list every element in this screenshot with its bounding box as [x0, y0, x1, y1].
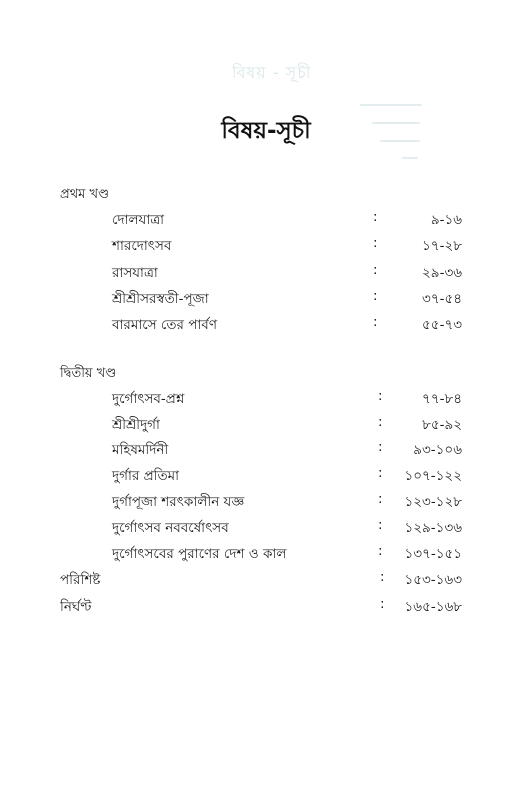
entry-title: শারদোৎসব — [112, 238, 172, 254]
entry-pages: ৯৩-১০৬ — [413, 442, 462, 458]
toc-entry — [0, 465, 532, 489]
entry-separator: : — [378, 543, 383, 559]
entry-title: দুর্গোৎসব নববর্ষোৎসব — [112, 520, 229, 536]
toc-entry — [0, 543, 532, 567]
entry-separator: : — [373, 235, 378, 251]
show-through-line — [402, 157, 418, 159]
entry-title: দুর্গার প্রতিমা — [112, 468, 180, 484]
entry-title: দুর্গোৎসব-প্রশ্ন — [112, 391, 185, 407]
toc-entry — [0, 491, 532, 515]
section-heading: প্রথম খণ্ড — [60, 187, 110, 202]
entry-title: মহিষমর্দিনী — [112, 442, 169, 458]
entry-title: শ্রীশ্রীসরস্বতী-পূজা — [112, 291, 209, 307]
show-through-title: বিষয় - সূচী — [232, 63, 312, 82]
entry-title: নির্ঘণ্ট — [60, 599, 92, 615]
entry-pages: ১৭-২৮ — [422, 238, 462, 254]
entry-title: দুর্গাপূজা শরৎকালীন যজ্ঞ — [112, 494, 245, 510]
entry-separator: : — [373, 288, 378, 304]
entry-separator: : — [378, 388, 383, 404]
toc-entry — [0, 288, 532, 312]
entry-title: বারমাসে তের পার্বণ — [112, 317, 217, 333]
toc-entry — [0, 388, 532, 412]
entry-separator: : — [373, 209, 378, 225]
entry-pages: ৯-১৬ — [430, 212, 462, 228]
entry-separator: : — [380, 569, 385, 585]
toc-entry — [0, 314, 532, 338]
entry-pages: ৭৭-৮৪ — [422, 391, 462, 407]
entry-pages: ৫৫-৭৩ — [422, 317, 462, 333]
entry-separator: : — [378, 465, 383, 481]
toc-entry — [0, 235, 532, 259]
entry-title: দুর্গোৎসবের পুরাণের দেশ ও কাল — [112, 546, 287, 562]
entry-pages: ১২৯-১৩৬ — [404, 520, 462, 536]
toc-entry — [0, 439, 532, 463]
toc-entry — [0, 262, 532, 286]
entry-pages: ২৯-৩৬ — [422, 265, 462, 281]
toc-entry — [0, 414, 532, 438]
page-title: বিষয়-সূচী — [221, 118, 311, 144]
entry-pages: ১৬৫-১৬৮ — [404, 599, 462, 615]
entry-separator: : — [378, 439, 383, 455]
show-through-line — [360, 104, 422, 106]
entry-pages: ৮৫-৯২ — [422, 417, 462, 433]
entry-separator: : — [378, 491, 383, 507]
entry-pages: ১০৭-১২২ — [404, 468, 462, 484]
toc-entry — [0, 569, 532, 593]
toc-entry — [0, 517, 532, 541]
entry-pages: ১৫৩-১৬৩ — [404, 572, 462, 588]
entry-pages: ১২৩-১২৮ — [404, 494, 462, 510]
entry-title: শ্রীশ্রীদুর্গা — [112, 417, 160, 433]
section-heading: দ্বিতীয় খণ্ড — [60, 366, 117, 381]
toc-entry — [0, 596, 532, 620]
entry-pages: ১৩৭-১৫১ — [404, 546, 462, 562]
entry-title: রাসযাত্রা — [112, 265, 158, 281]
entry-title: পরিশিষ্ট — [60, 572, 101, 588]
entry-separator: : — [380, 596, 385, 612]
entry-title: দোলযাত্রা — [112, 212, 165, 228]
entry-separator: : — [373, 314, 378, 330]
entry-separator: : — [373, 262, 378, 278]
entry-separator: : — [378, 414, 383, 430]
entry-pages: ৩৭-৫৪ — [422, 291, 462, 307]
toc-entry — [0, 209, 532, 233]
entry-separator: : — [378, 517, 383, 533]
